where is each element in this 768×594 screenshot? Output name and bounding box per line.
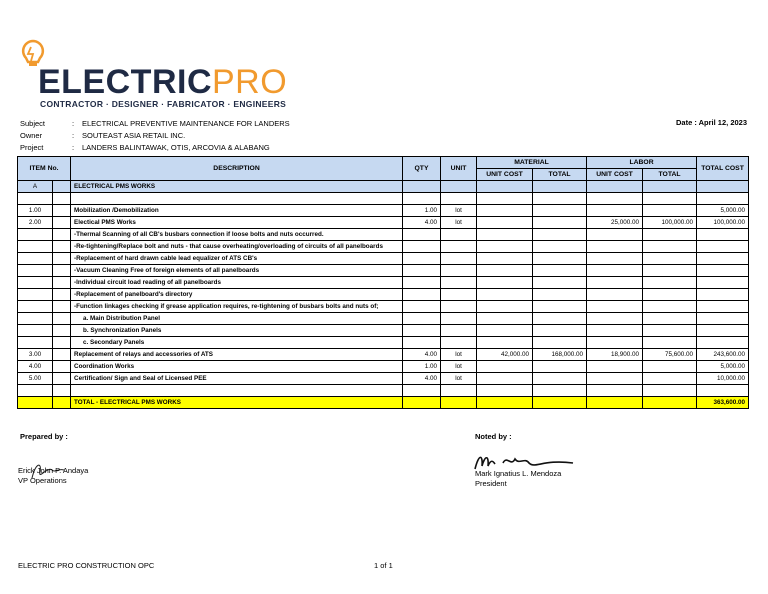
row-material-unit-cost bbox=[477, 205, 533, 217]
row-unit: lot bbox=[441, 373, 477, 385]
colon: : bbox=[72, 119, 75, 128]
row-item-number bbox=[18, 241, 53, 253]
row-item-number bbox=[18, 229, 53, 241]
owner-label: Owner bbox=[20, 131, 43, 140]
row-labor-unit-cost bbox=[587, 337, 643, 349]
footer-company: ELECTRIC PRO CONSTRUCTION OPC bbox=[18, 561, 155, 570]
row-labor-total bbox=[643, 205, 697, 217]
row-material-total bbox=[533, 217, 587, 229]
prepared-by-name: Erick John P. Andaya bbox=[18, 466, 89, 475]
row-qty: 4.00 bbox=[403, 217, 441, 229]
row-total-cost bbox=[697, 313, 749, 325]
row-labor-unit-cost bbox=[587, 277, 643, 289]
table-row bbox=[18, 217, 749, 229]
row-item-number bbox=[18, 313, 53, 325]
row-unit bbox=[441, 337, 477, 349]
row-unit bbox=[441, 301, 477, 313]
noted-by-name: Mark Ignatius L. Mendoza bbox=[475, 469, 562, 478]
row-material-total bbox=[533, 313, 587, 325]
row-labor-unit-cost bbox=[587, 361, 643, 373]
brand-pro: PRO bbox=[212, 63, 288, 101]
row-description: c. Secondary Panels bbox=[71, 337, 403, 349]
row-unit bbox=[441, 289, 477, 301]
row-unit bbox=[441, 229, 477, 241]
row-description: Coordination Works bbox=[71, 361, 403, 373]
footer-page-number: 1 of 1 bbox=[374, 561, 393, 570]
row-description: -Thermal Scanning of all CB's busbars connection if loose bolts and nuts occurred. bbox=[71, 229, 403, 241]
row-material-unit-cost bbox=[477, 313, 533, 325]
row-item-number bbox=[18, 301, 53, 313]
row-labor-unit-cost bbox=[587, 325, 643, 337]
table-row bbox=[18, 361, 749, 373]
row-total-cost: 100,000.00 bbox=[697, 217, 749, 229]
table-row bbox=[18, 265, 749, 277]
row-material-total bbox=[533, 301, 587, 313]
row-labor-total bbox=[643, 265, 697, 277]
owner-value: SOUTEAST ASIA RETAIL INC. bbox=[82, 131, 186, 140]
table-row bbox=[18, 337, 749, 349]
row-labor-total bbox=[643, 289, 697, 301]
table-row bbox=[18, 373, 749, 385]
row-labor-unit-cost bbox=[587, 289, 643, 301]
row-labor-total bbox=[643, 229, 697, 241]
row-total-cost: 5,000.00 bbox=[697, 361, 749, 373]
row-description: -Replacement of panelboard's directory bbox=[71, 289, 403, 301]
table-body bbox=[18, 181, 749, 409]
section-title: ELECTRICAL PMS WORKS bbox=[71, 181, 403, 193]
company-logo bbox=[18, 38, 288, 110]
subject-label: Subject bbox=[20, 119, 46, 128]
document-meta bbox=[20, 118, 290, 154]
row-total-cost bbox=[697, 289, 749, 301]
row-total-cost bbox=[697, 253, 749, 265]
row-unit: lot bbox=[441, 349, 477, 361]
row-item-number: 3.00 bbox=[18, 349, 53, 361]
row-qty bbox=[403, 229, 441, 241]
header-labor: LABOR bbox=[587, 157, 697, 169]
row-material-total bbox=[533, 253, 587, 265]
row-description: b. Synchronization Panels bbox=[71, 325, 403, 337]
row-material-unit-cost bbox=[477, 337, 533, 349]
table-row bbox=[18, 277, 749, 289]
row-total-cost bbox=[697, 277, 749, 289]
row-material-unit-cost: 42,000.00 bbox=[477, 349, 533, 361]
table-row bbox=[18, 325, 749, 337]
header-material-total: TOTAL bbox=[533, 169, 587, 181]
row-material-unit-cost bbox=[477, 241, 533, 253]
row-item-number bbox=[18, 325, 53, 337]
row-unit bbox=[441, 241, 477, 253]
row-total-cost bbox=[697, 325, 749, 337]
prepared-by-label: Prepared by : bbox=[20, 432, 68, 441]
row-material-unit-cost bbox=[477, 229, 533, 241]
row-unit: lot bbox=[441, 205, 477, 217]
noted-by-title: President bbox=[475, 479, 507, 488]
prepared-by-title: VP Operations bbox=[18, 476, 67, 485]
row-qty bbox=[403, 241, 441, 253]
row-description: -Replacement of hard drawn cable lead equalizer of ATS CB's bbox=[71, 253, 403, 265]
row-labor-total bbox=[643, 361, 697, 373]
row-item-number bbox=[18, 289, 53, 301]
row-qty bbox=[403, 301, 441, 313]
row-total-cost bbox=[697, 301, 749, 313]
header-unit: UNIT bbox=[441, 157, 477, 181]
header-total-cost: TOTAL COST bbox=[697, 157, 749, 181]
row-item-number bbox=[18, 265, 53, 277]
cost-table bbox=[17, 156, 749, 409]
header-labor-unit-cost: UNIT COST bbox=[587, 169, 643, 181]
row-labor-total bbox=[643, 337, 697, 349]
prepared-by-block bbox=[18, 466, 88, 486]
row-unit bbox=[441, 325, 477, 337]
row-labor-unit-cost: 25,000.00 bbox=[587, 217, 643, 229]
table-row bbox=[18, 253, 749, 265]
row-unit bbox=[441, 253, 477, 265]
row-labor-unit-cost bbox=[587, 229, 643, 241]
row-total-cost: 5,000.00 bbox=[697, 205, 749, 217]
row-labor-unit-cost bbox=[587, 241, 643, 253]
row-total-cost bbox=[697, 241, 749, 253]
row-material-total bbox=[533, 205, 587, 217]
noted-by-block bbox=[475, 469, 561, 489]
row-labor-total bbox=[643, 241, 697, 253]
row-item-number: 2.00 bbox=[18, 217, 53, 229]
row-description: -Function linkages checking if grease application requires, re-tightening of busbars bolts and nuts of; bbox=[71, 301, 403, 313]
row-material-total bbox=[533, 373, 587, 385]
row-labor-total bbox=[643, 253, 697, 265]
row-unit bbox=[441, 313, 477, 325]
row-material-total bbox=[533, 241, 587, 253]
row-description: Mobilization /Demobilization bbox=[71, 205, 403, 217]
row-material-total bbox=[533, 325, 587, 337]
table-row bbox=[18, 229, 749, 241]
row-qty bbox=[403, 337, 441, 349]
table-row bbox=[18, 301, 749, 313]
row-material-total bbox=[533, 361, 587, 373]
total-row bbox=[18, 397, 749, 409]
row-item-number bbox=[18, 337, 53, 349]
row-total-cost: 10,000.00 bbox=[697, 373, 749, 385]
row-labor-unit-cost bbox=[587, 253, 643, 265]
row-description: Electical PMS Works bbox=[71, 217, 403, 229]
colon: : bbox=[72, 131, 75, 140]
row-description: -Individual circuit load reading of all panelboards bbox=[71, 277, 403, 289]
row-total-cost bbox=[697, 265, 749, 277]
row-qty bbox=[403, 265, 441, 277]
table-row bbox=[18, 313, 749, 325]
row-labor-unit-cost bbox=[587, 205, 643, 217]
row-qty: 4.00 bbox=[403, 373, 441, 385]
row-item-number bbox=[18, 253, 53, 265]
table-row bbox=[18, 289, 749, 301]
row-labor-total bbox=[643, 313, 697, 325]
row-description: -Re-tightening/Replace bolt and nuts - that cause overheating/overloading of circuits of all panelboards bbox=[71, 241, 403, 253]
row-item-number: 1.00 bbox=[18, 205, 53, 217]
brand-tagline: CONTRACTOR · DESIGNER · FABRICATOR · ENGINEERS bbox=[40, 99, 287, 109]
row-material-total bbox=[533, 229, 587, 241]
brand-electric: ELECTRIC bbox=[38, 63, 212, 101]
row-labor-unit-cost bbox=[587, 301, 643, 313]
header-description: DESCRIPTION bbox=[71, 157, 403, 181]
row-material-unit-cost bbox=[477, 289, 533, 301]
row-item-number: 5.00 bbox=[18, 373, 53, 385]
subject-value: ELECTRICAL PREVENTIVE MAINTENANCE FOR LANDERS bbox=[82, 119, 290, 128]
row-labor-total: 100,000.00 bbox=[643, 217, 697, 229]
row-total-cost bbox=[697, 337, 749, 349]
row-total-cost: 243,600.00 bbox=[697, 349, 749, 361]
row-material-unit-cost bbox=[477, 361, 533, 373]
row-qty: 4.00 bbox=[403, 349, 441, 361]
row-labor-total bbox=[643, 373, 697, 385]
row-qty: 1.00 bbox=[403, 361, 441, 373]
row-qty bbox=[403, 325, 441, 337]
table-row bbox=[18, 205, 749, 217]
brand-wordmark bbox=[38, 64, 287, 100]
row-material-unit-cost bbox=[477, 217, 533, 229]
row-unit: lot bbox=[441, 361, 477, 373]
row-material-unit-cost bbox=[477, 325, 533, 337]
row-unit bbox=[441, 277, 477, 289]
section-letter: A bbox=[18, 181, 53, 193]
project-value: LANDERS BALINTAWAK, OTIS, ARCOVIA & ALABANG bbox=[82, 143, 270, 152]
row-material-total bbox=[533, 265, 587, 277]
project-label: Project bbox=[20, 143, 44, 152]
document-date: Date : April 12, 2023 bbox=[676, 118, 748, 127]
row-item-number: 4.00 bbox=[18, 361, 53, 373]
row-material-total bbox=[533, 337, 587, 349]
table-row bbox=[18, 349, 749, 361]
total-value: 363,600.00 bbox=[697, 397, 749, 409]
row-item-number bbox=[18, 277, 53, 289]
row-labor-total bbox=[643, 277, 697, 289]
row-labor-unit-cost bbox=[587, 265, 643, 277]
row-unit bbox=[441, 265, 477, 277]
header-qty: QTY bbox=[403, 157, 441, 181]
header-material: MATERIAL bbox=[477, 157, 587, 169]
row-material-unit-cost bbox=[477, 265, 533, 277]
section-row bbox=[18, 181, 749, 193]
blank-row bbox=[18, 385, 749, 397]
row-qty bbox=[403, 253, 441, 265]
noted-by-label: Noted by : bbox=[475, 432, 512, 441]
colon: : bbox=[72, 143, 75, 152]
blank-row bbox=[18, 193, 749, 205]
row-labor-unit-cost bbox=[587, 313, 643, 325]
row-qty bbox=[403, 313, 441, 325]
row-material-total bbox=[533, 289, 587, 301]
row-description: a. Main Distribution Panel bbox=[71, 313, 403, 325]
row-labor-total bbox=[643, 325, 697, 337]
row-total-cost bbox=[697, 229, 749, 241]
header-labor-total: TOTAL bbox=[643, 169, 697, 181]
row-description: -Vacuum Cleaning Free of foreign elements of all panelboards bbox=[71, 265, 403, 277]
row-material-total bbox=[533, 277, 587, 289]
header-material-unit-cost: UNIT COST bbox=[477, 169, 533, 181]
row-labor-total: 75,600.00 bbox=[643, 349, 697, 361]
row-material-unit-cost bbox=[477, 373, 533, 385]
header-item: ITEM No. bbox=[18, 157, 71, 181]
row-description: Replacement of relays and accessories of ATS bbox=[71, 349, 403, 361]
total-label: TOTAL - ELECTRICAL PMS WORKS bbox=[71, 397, 403, 409]
row-unit: lot bbox=[441, 217, 477, 229]
row-labor-total bbox=[643, 301, 697, 313]
row-material-unit-cost bbox=[477, 253, 533, 265]
row-material-unit-cost bbox=[477, 277, 533, 289]
row-qty bbox=[403, 277, 441, 289]
row-labor-unit-cost: 18,900.00 bbox=[587, 349, 643, 361]
table-row bbox=[18, 241, 749, 253]
row-material-unit-cost bbox=[477, 301, 533, 313]
row-labor-unit-cost bbox=[587, 373, 643, 385]
row-description: Certification/ Sign and Seal of Licensed PEE bbox=[71, 373, 403, 385]
row-qty: 1.00 bbox=[403, 205, 441, 217]
row-material-total: 168,000.00 bbox=[533, 349, 587, 361]
row-qty bbox=[403, 289, 441, 301]
